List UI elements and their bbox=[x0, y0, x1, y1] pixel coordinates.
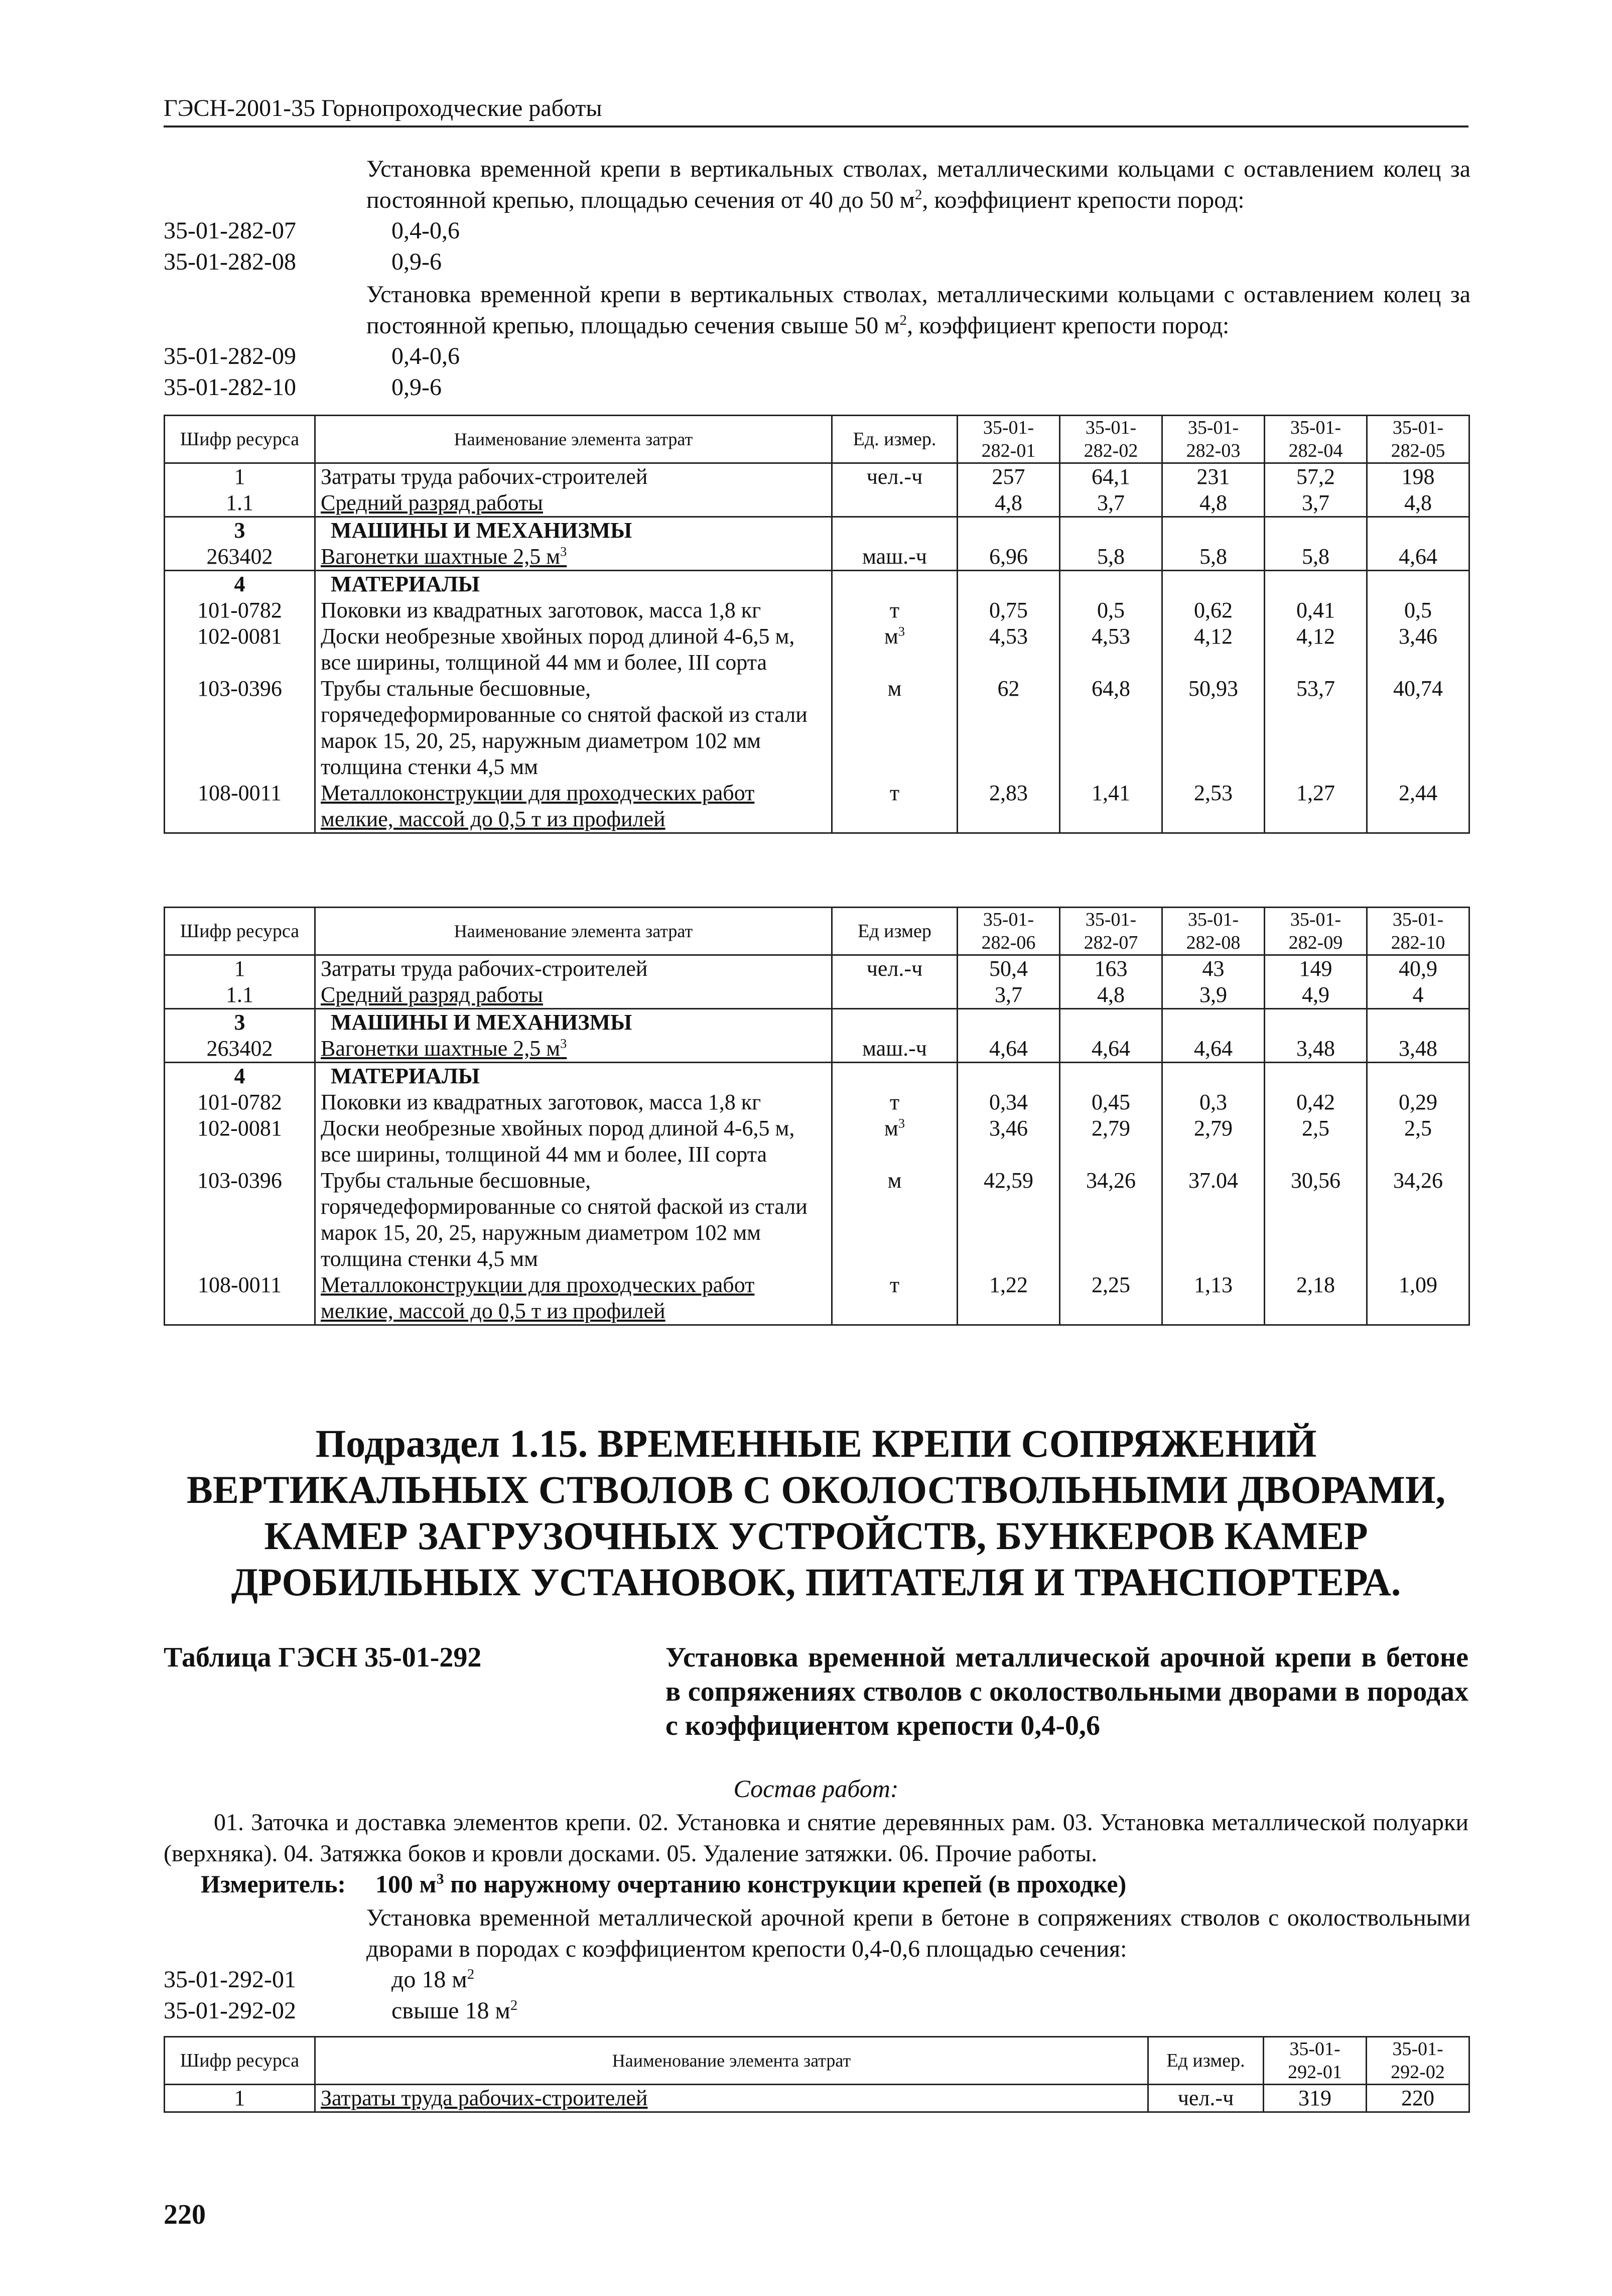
cell-value: 4 bbox=[1367, 982, 1469, 1009]
cell-value: 3,7 bbox=[1060, 490, 1162, 517]
cell-value bbox=[1265, 1009, 1367, 1036]
cell-unit: м bbox=[832, 676, 958, 780]
cell-unit: чел.-ч bbox=[832, 955, 958, 982]
table-row bbox=[165, 463, 1469, 490]
table-body bbox=[165, 2037, 1469, 2112]
cell-code: 103-0396 bbox=[165, 676, 315, 780]
cell-code: 1 bbox=[165, 463, 315, 490]
table-row bbox=[165, 780, 1469, 833]
cell-value: 64,8 bbox=[1060, 676, 1162, 780]
cell-value: 0,29 bbox=[1367, 1089, 1469, 1115]
cell-value bbox=[1367, 571, 1469, 598]
table-row bbox=[165, 1089, 1469, 1115]
cell-unit: маш.-ч bbox=[832, 1036, 958, 1063]
cell-name: Трубы стальные бесшовные, горячедеформированные со снятой фаской из стали марок 15, 20, 25, наружным диаметром 102 мм толщина стенки 4,5 мм bbox=[315, 676, 832, 780]
cell-code: 263402 bbox=[165, 1036, 315, 1063]
cell-value: 2,79 bbox=[1060, 1115, 1162, 1168]
resource-code: 35-01-282-09 bbox=[164, 343, 296, 369]
header-name: Наименование элемента затрат bbox=[315, 908, 832, 955]
cell-value: 34,26 bbox=[1367, 1168, 1469, 1272]
header-column: 35-01- 292-01 bbox=[1264, 2037, 1367, 2085]
header-unit: Ед. измер. bbox=[832, 416, 958, 463]
table-row bbox=[165, 597, 1469, 623]
cell-value: 4,9 bbox=[1265, 982, 1367, 1009]
cell-value bbox=[1265, 571, 1367, 598]
cell-name: Доски необрезные хвойных пород длиной 4-6,5 м, все ширины, толщиной 44 мм и более, III сорта bbox=[315, 1115, 832, 1168]
cell-name: Металлоконструкции для проходческих работ мелкие, массой до 0,5 т из профилей bbox=[315, 780, 832, 833]
cell-value: 30,56 bbox=[1265, 1168, 1367, 1272]
header-name: Наименование элемента затрат bbox=[315, 416, 832, 463]
cell-value: 0,62 bbox=[1162, 597, 1265, 623]
cell-value bbox=[1162, 517, 1265, 544]
cell-code: 3 bbox=[165, 1009, 315, 1036]
table-title-label: Таблица ГЭСН 35-01-292 bbox=[164, 1642, 482, 1673]
cell-value: 3,46 bbox=[1367, 623, 1469, 676]
resource-table-1 bbox=[164, 415, 1470, 834]
cell-value: 0,42 bbox=[1265, 1089, 1367, 1115]
cell-code: 1 bbox=[165, 2085, 315, 2112]
resource-code: 35-01-292-01 bbox=[164, 1966, 296, 1993]
cell-value: 42,59 bbox=[958, 1168, 1060, 1272]
table-row bbox=[165, 1009, 1469, 1036]
cell-value: 3,48 bbox=[1367, 1036, 1469, 1063]
table-row bbox=[165, 571, 1469, 598]
code-value: 0,9-6 bbox=[391, 374, 442, 401]
cell-value bbox=[1162, 1009, 1265, 1036]
cell-value: 3,46 bbox=[958, 1115, 1060, 1168]
cell-value: 2,79 bbox=[1162, 1115, 1265, 1168]
cell-name: Трубы стальные бесшовные, горячедеформированные со снятой фаской из стали марок 15, 20, 25, наружным диаметром 102 мм толщина стенки 4,5 мм bbox=[315, 1168, 832, 1272]
cell-unit: чел.-ч bbox=[832, 463, 958, 490]
header-column: 35-01- 282-02 bbox=[1060, 416, 1162, 463]
cell-value bbox=[1060, 1009, 1162, 1036]
subsection-line: КАМЕР ЗАГРУЗОЧНЫХ УСТРОЙСТВ, БУНКЕРОВ КАМЕР bbox=[264, 1514, 1368, 1558]
table-title-text: Установка временной металлической арочной крепи в бетоне в сопряжениях стволов с околоствольными дворами в породах с коэффициентом крепости 0,4-0,6 bbox=[665, 1642, 1468, 1741]
header-code: Шифр ресурса bbox=[165, 2037, 315, 2085]
cell-value: 1,22 bbox=[958, 1272, 1060, 1325]
cell-value: 2,25 bbox=[1060, 1272, 1162, 1325]
subsection-line: Подраздел 1.15. ВРЕМЕННЫЕ КРЕПИ СОПРЯЖЕНИЙ bbox=[315, 1422, 1317, 1465]
cell-value: 0,34 bbox=[958, 1089, 1060, 1115]
cell-code: 1.1 bbox=[165, 982, 315, 1009]
table-row bbox=[165, 982, 1469, 1009]
table-header-row bbox=[165, 2037, 1469, 2085]
cell-value: 4,8 bbox=[1162, 490, 1265, 517]
table-row bbox=[165, 1063, 1469, 1090]
cell-value: 220 bbox=[1367, 2085, 1469, 2112]
header-column: 35-01- 282-04 bbox=[1265, 416, 1367, 463]
intro-paragraph-1: Установка временной крепи в вертикальных стволах, металлическими кольцами с оставлением колец за постоянной крепью, площадью сечения от 40 до 50 $м^2$, коэффициент крепости пород: bbox=[366, 156, 1470, 213]
subsection-line: ВЕРТИКАЛЬНЫХ СТВОЛОВ С ОКОЛОСТВОЛЬНЫМИ ДВОРАМИ, bbox=[186, 1468, 1446, 1511]
resource-code: 35-01-282-10 bbox=[164, 374, 296, 401]
cell-value: 3,9 bbox=[1162, 982, 1265, 1009]
cell-value: 37.04 bbox=[1162, 1168, 1265, 1272]
cell-value bbox=[958, 1009, 1060, 1036]
header-column: 35-01- 292-02 bbox=[1367, 2037, 1469, 2085]
table-row bbox=[165, 1168, 1469, 1272]
cell-value: 2,83 bbox=[958, 780, 1060, 833]
header-column: 35-01- 282-01 bbox=[958, 416, 1060, 463]
cell-value bbox=[958, 517, 1060, 544]
table-row bbox=[165, 517, 1469, 544]
cell-value: 43 bbox=[1162, 955, 1265, 982]
cell-name: Затраты труда рабочих-строителей bbox=[315, 463, 832, 490]
header-column: 35-01- 282-09 bbox=[1265, 908, 1367, 955]
cell-value: 4,64 bbox=[1367, 544, 1469, 571]
cell-name: МАТЕРИАЛЫ bbox=[315, 571, 832, 598]
cell-unit: т bbox=[832, 1272, 958, 1325]
header-unit: Ед измер bbox=[832, 908, 958, 955]
cell-code: 102-0081 bbox=[165, 1115, 315, 1168]
meter-label: Измеритель: bbox=[201, 1870, 346, 1898]
cell-value: 1,13 bbox=[1162, 1272, 1265, 1325]
cell-value bbox=[1060, 1063, 1162, 1090]
cell-value: 0,3 bbox=[1162, 1089, 1265, 1115]
cell-code: 108-0011 bbox=[165, 780, 315, 833]
cell-value: 2,44 bbox=[1367, 780, 1469, 833]
cell-value bbox=[958, 1063, 1060, 1090]
cell-value: 5,8 bbox=[1265, 544, 1367, 571]
table-body bbox=[165, 908, 1469, 1325]
cell-code: 1 bbox=[165, 955, 315, 982]
code-value: 0,4-0,6 bbox=[391, 343, 460, 369]
cell-value: 4,12 bbox=[1162, 623, 1265, 676]
cell-name: Вагонетки шахтные 2,5 $м^3$ bbox=[315, 1036, 832, 1063]
table-row bbox=[165, 544, 1469, 571]
cell-value: 1,09 bbox=[1367, 1272, 1469, 1325]
cell-unit: маш.-ч bbox=[832, 544, 958, 571]
cell-value: 4,12 bbox=[1265, 623, 1367, 676]
cell-value: 0,5 bbox=[1367, 597, 1469, 623]
cell-value: 2,5 bbox=[1265, 1115, 1367, 1168]
cell-name: МАШИНЫ И МЕХАНИЗМЫ bbox=[315, 517, 832, 544]
cell-value: 0,5 bbox=[1060, 597, 1162, 623]
meter-text: 100 $м^3$ по наружному очертанию конструкции крепей (в проходке) bbox=[375, 1870, 1127, 1898]
cell-value: 64,1 bbox=[1060, 463, 1162, 490]
cell-code: 101-0782 bbox=[165, 597, 315, 623]
intro-paragraph-2: Установка временной крепи в вертикальных стволах, металлическими кольцами с оставлением колец за постоянной крепью, площадью сечения свыше 50 $м^2$, коэффициент крепости пород: bbox=[366, 281, 1470, 339]
cell-value: 4,53 bbox=[958, 623, 1060, 676]
cell-value: 2,5 bbox=[1367, 1115, 1469, 1168]
code-value: 0,9-6 bbox=[391, 248, 442, 275]
header-unit: Ед измер. bbox=[1148, 2037, 1264, 2085]
table-header-row bbox=[165, 908, 1469, 955]
cell-code: 102-0081 bbox=[165, 623, 315, 676]
cell-name: Поковки из квадратных заготовок, масса 1,8 кг bbox=[315, 1089, 832, 1115]
cell-value: 2,18 bbox=[1265, 1272, 1367, 1325]
header-rule bbox=[164, 125, 1468, 127]
header-column: 35-01- 282-03 bbox=[1162, 416, 1265, 463]
cell-value: 50,93 bbox=[1162, 676, 1265, 780]
cell-value: 4,64 bbox=[958, 1036, 1060, 1063]
cell-unit bbox=[832, 517, 958, 544]
cell-value: 0,41 bbox=[1265, 597, 1367, 623]
cell-code: 4 bbox=[165, 571, 315, 598]
cell-code: 108-0011 bbox=[165, 1272, 315, 1325]
cell-value bbox=[1265, 1063, 1367, 1090]
cell-value bbox=[1367, 1009, 1469, 1036]
code-value: свыше 18 $м^2$ bbox=[391, 1997, 518, 2024]
cell-value: 4,8 bbox=[958, 490, 1060, 517]
cell-value: 163 bbox=[1060, 955, 1162, 982]
cell-value bbox=[1265, 517, 1367, 544]
cell-name: Поковки из квадратных заготовок, масса 1,8 кг bbox=[315, 597, 832, 623]
header-column: 35-01- 282-05 bbox=[1367, 416, 1469, 463]
resource-code: 35-01-282-07 bbox=[164, 217, 296, 244]
works-heading: Состав работ: bbox=[733, 1774, 899, 1803]
table-row bbox=[165, 1115, 1469, 1168]
cell-name: МАШИНЫ И МЕХАНИЗМЫ bbox=[315, 1009, 832, 1036]
cell-value: 319 bbox=[1264, 2085, 1367, 2112]
resource-code: 35-01-292-02 bbox=[164, 1997, 296, 2024]
cell-value bbox=[1162, 571, 1265, 598]
cell-value: 4,64 bbox=[1162, 1036, 1265, 1063]
cell-name: Затраты труда рабочих-строителей bbox=[315, 955, 832, 982]
cell-value: 3,7 bbox=[958, 982, 1060, 1009]
cell-name: Металлоконструкции для проходческих работ мелкие, массой до 0,5 т из профилей bbox=[315, 1272, 832, 1325]
cell-value: 6,96 bbox=[958, 544, 1060, 571]
cell-unit bbox=[832, 490, 958, 517]
cell-unit bbox=[832, 982, 958, 1009]
cell-value: 257 bbox=[958, 463, 1060, 490]
table-body bbox=[165, 416, 1469, 833]
running-header: ГЭСН-2001-35 Горнопроходческие работы bbox=[164, 95, 602, 121]
cell-name: Средний разряд работы bbox=[315, 982, 832, 1009]
cell-value: 50,4 bbox=[958, 955, 1060, 982]
header-column: 35-01- 282-07 bbox=[1060, 908, 1162, 955]
cell-unit bbox=[832, 1009, 958, 1036]
cell-value bbox=[958, 571, 1060, 598]
works-list: 01. Заточка и доставка элементов крепи. 02. Установка и снятие деревянных рам. 03. Установка металлической полуарки (верхняка). 04. Затяжка боков и кровли досками. 05. Удаление затяжки. 06. Прочие работы. bbox=[164, 1809, 1468, 1867]
cell-code: 4 bbox=[165, 1063, 315, 1090]
resource-table-2 bbox=[164, 907, 1470, 1326]
cell-value: 53,7 bbox=[1265, 676, 1367, 780]
cell-value: 0,45 bbox=[1060, 1089, 1162, 1115]
cell-code: 101-0782 bbox=[165, 1089, 315, 1115]
cell-value: 3,7 bbox=[1265, 490, 1367, 517]
cell-unit: $м^3$ bbox=[832, 623, 958, 676]
cell-value: 3,48 bbox=[1265, 1036, 1367, 1063]
cell-name: Средний разряд работы bbox=[315, 490, 832, 517]
header-column: 35-01- 282-06 bbox=[958, 908, 1060, 955]
cell-value: 4,8 bbox=[1367, 490, 1469, 517]
cell-value: 1,41 bbox=[1060, 780, 1162, 833]
cell-unit: т bbox=[832, 780, 958, 833]
resource-table-3 bbox=[164, 2036, 1470, 2113]
header-column: 35-01- 282-10 bbox=[1367, 908, 1469, 955]
cell-name: МАТЕРИАЛЫ bbox=[315, 1063, 832, 1090]
table-row bbox=[165, 490, 1469, 517]
cell-value bbox=[1060, 571, 1162, 598]
table-row bbox=[165, 1036, 1469, 1063]
cell-value: 149 bbox=[1265, 955, 1367, 982]
cell-unit bbox=[832, 1063, 958, 1090]
table-header-row bbox=[165, 416, 1469, 463]
cell-unit: т bbox=[832, 597, 958, 623]
cell-value: 1,27 bbox=[1265, 780, 1367, 833]
cell-unit: чел.-ч bbox=[1148, 2085, 1264, 2112]
cell-code: 1.1 bbox=[165, 490, 315, 517]
header-column: 35-01- 282-08 bbox=[1162, 908, 1265, 955]
cell-value: 40,74 bbox=[1367, 676, 1469, 780]
cell-value: 231 bbox=[1162, 463, 1265, 490]
cell-value bbox=[1367, 1063, 1469, 1090]
page-number: 220 bbox=[164, 2199, 206, 2230]
cell-name: Затраты труда рабочих-строителей bbox=[315, 2085, 1148, 2112]
cell-unit bbox=[832, 571, 958, 598]
cell-value: 4,64 bbox=[1060, 1036, 1162, 1063]
cell-value: 2,53 bbox=[1162, 780, 1265, 833]
cell-value: 34,26 bbox=[1060, 1168, 1162, 1272]
cell-value bbox=[1060, 517, 1162, 544]
cell-value: 4,53 bbox=[1060, 623, 1162, 676]
cell-value bbox=[1162, 1063, 1265, 1090]
cell-unit: м bbox=[832, 1168, 958, 1272]
subsection-heading bbox=[164, 1421, 1468, 1605]
code-value: 0,4-0,6 bbox=[391, 217, 460, 244]
table-row bbox=[165, 2085, 1469, 2112]
cell-value: 5,8 bbox=[1162, 544, 1265, 571]
table-row bbox=[165, 676, 1469, 780]
cell-code: 263402 bbox=[165, 544, 315, 571]
cell-value: 0,75 bbox=[958, 597, 1060, 623]
cell-value: 5,8 bbox=[1060, 544, 1162, 571]
header-code: Шифр ресурса bbox=[165, 416, 315, 463]
cell-code: 103-0396 bbox=[165, 1168, 315, 1272]
table-description: Установка временной металлической арочной крепи в бетоне в сопряжениях стволов с околоствольными дворами в породах с коэффициентом крепости 0,4-0,6 площадью сечения: bbox=[366, 1904, 1470, 1962]
header-code: Шифр ресурса bbox=[165, 908, 315, 955]
cell-name: Доски необрезные хвойных пород длиной 4-6,5 м, все ширины, толщиной 44 мм и более, III сорта bbox=[315, 623, 832, 676]
table-title bbox=[164, 1640, 1468, 1751]
table-row bbox=[165, 623, 1469, 676]
cell-value bbox=[1367, 517, 1469, 544]
table-row bbox=[165, 1272, 1469, 1325]
cell-value: 4,8 bbox=[1060, 982, 1162, 1009]
code-value: до 18 $м^2$ bbox=[391, 1966, 475, 1993]
resource-code: 35-01-282-08 bbox=[164, 248, 296, 275]
subsection-line: ДРОБИЛЬНЫХ УСТАНОВОК, ПИТАТЕЛЯ И ТРАНСПОРТЕРА. bbox=[231, 1560, 1401, 1604]
cell-unit: $м^3$ bbox=[832, 1115, 958, 1168]
cell-value: 62 bbox=[958, 676, 1060, 780]
table-row bbox=[165, 955, 1469, 982]
cell-value: 57,2 bbox=[1265, 463, 1367, 490]
cell-value: 198 bbox=[1367, 463, 1469, 490]
cell-value: 40,9 bbox=[1367, 955, 1469, 982]
cell-code: 3 bbox=[165, 517, 315, 544]
header-name: Наименование элемента затрат bbox=[315, 2037, 1148, 2085]
cell-unit: т bbox=[832, 1089, 958, 1115]
cell-name: Вагонетки шахтные 2,5 $м^3$ bbox=[315, 544, 832, 571]
